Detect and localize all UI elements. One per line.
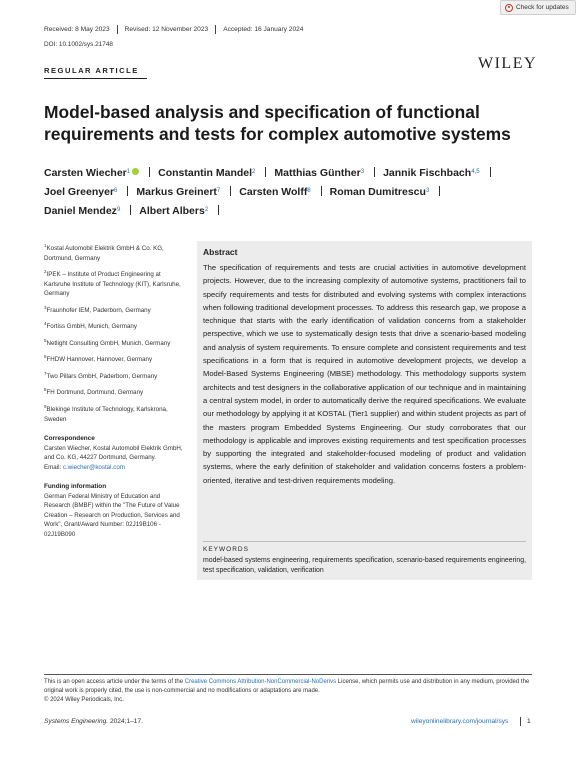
journal-volume: 2024;1–17. [108, 718, 143, 725]
author-divider [265, 167, 266, 177]
author-label: Jannik Fischbach [383, 167, 472, 179]
affiliation-text: Blekinge Institute of Technology, Karlskrona, Sweden [44, 406, 168, 423]
affiliation-number: 5 [44, 337, 47, 343]
affiliation-text: Fortiss GmbH, Munich, Germany [46, 323, 137, 331]
affiliation-number: 6 [44, 354, 47, 360]
license-link[interactable]: Creative Commons Attribution-NonCommercial-NoDerivs [184, 679, 337, 685]
affiliation-item [44, 369, 186, 382]
author-list [44, 164, 544, 221]
author-affiliation-mark: 3 [360, 169, 365, 175]
author-divider [218, 205, 219, 215]
email-link[interactable]: c.wiecher@kostal.com [62, 463, 125, 471]
affiliation-item [44, 303, 186, 316]
author-divider [490, 167, 491, 177]
affiliation-item [44, 402, 186, 424]
abstract-title: Abstract [203, 247, 238, 257]
author-label: Albert Albers [139, 205, 205, 217]
author-name[interactable] [330, 183, 430, 202]
correspondence-text: Carsten Wiecher, Kostal Automobil Elektrik GmbH, and Co. KG, 44227 Dortmund, Germany. [44, 444, 183, 462]
divider [117, 25, 118, 34]
author-divider [130, 205, 131, 215]
affiliation-item [44, 385, 186, 398]
affiliation-number: 9 [44, 404, 47, 409]
footer-rule [44, 674, 532, 675]
affiliation-text: FHDW Hannover, Hannover, Germany [46, 356, 153, 364]
affiliation-number: 8 [44, 387, 47, 393]
author-label: Carsten Wiecher [44, 167, 127, 179]
author-label: Carsten Wolff [239, 186, 308, 198]
doi: DOI: 10.1002/sys.21748 [44, 41, 113, 48]
author-label: Constantin Mandel [158, 167, 253, 179]
affiliation-item [44, 267, 186, 299]
revised-date: Revised: 12 November 2023 [124, 26, 209, 33]
author-affiliation-mark: 3 [425, 188, 430, 194]
affiliation-text: Fraunhofer IEM, Paderborn, Germany [46, 306, 151, 314]
affiliation-list [44, 241, 186, 424]
author-divider [127, 186, 128, 196]
affiliation-number: 3 [44, 304, 47, 310]
author-affiliation-mark: 7 [216, 188, 221, 194]
author-label: Matthias Günther [274, 167, 361, 179]
author-label: Joel Greenyer [44, 186, 115, 198]
copyright: © 2024 Wiley Periodicals, Inc. [44, 697, 124, 703]
author-affiliation-mark: 4,5 [471, 169, 480, 175]
abstract-text: The specification of requirements and tests are crucial activities in automotive development projects. However, due to the increasing complexity of automotive systems, practitioners fail to specify requirements and tests for distributed and evolving systems with complex interactions when following traditional development processes. To address this research gap, we propose a technique that starts with the early identification of validation concerns from a stakeholder perspective, which we use to systematically design tests that drive a scenario-based modeling and analysis of system requirements. To ensure complete and consistent requirements and test specifications in a form that is required in automotive development projects, we develop a Model-Based Systems Engineering (MBSE) methodology. This methodology supports system architects and test designers in the collaborative application of our technique and in maintaining a central system model, in order to automatically derive the required specifications. We evaluate our methodology by applying it at KOSTAL (Tier1 supplier) and within student projects as part of the masters program Embedded Systems Engineering. Our study corroborates that our methodology is applicable and improves existing requirements and test specification processes by supporting the integrated and stakeholder-focused modeling of product and validation systems, where the early definition of stakeholder and validation concerns fosters a problem-oriented, iterative and test-driven requirements modeling. [203, 263, 526, 485]
author-name[interactable] [158, 164, 255, 183]
journal-site-link[interactable]: wileyonlinelibrary.com/journal/sys [411, 718, 509, 725]
publisher-logo: WILEY [478, 55, 538, 72]
received-date: Received: 8 May 2023 [44, 26, 110, 33]
keywords-rule [203, 541, 526, 542]
section-rule [44, 78, 147, 79]
author-label: Markus Greinert [136, 186, 217, 198]
author-divider [321, 186, 322, 196]
author-affiliation-mark: 1 [126, 169, 131, 175]
check-updates-label: Check for updates [516, 4, 569, 11]
article-title: Model-based analysis and specification of functional requirements and tests for complex automotive systems [44, 102, 511, 144]
funding-text: German Federal Ministry of Education and Research (BMBF) within the "The Future of Value Creation – Research on Production, Services and Work", Grant/Award Number: 02J19B106 - 02J19B090 [44, 492, 180, 538]
author-name[interactable] [139, 202, 208, 221]
license-notice [44, 678, 532, 705]
article-dates [44, 25, 303, 34]
affiliation-text: Kostal Automobil Elektrik GmbH & Co. KG, Dortmund, Germany [44, 245, 164, 262]
author-affiliation-mark: 2 [252, 169, 256, 175]
orcid-icon[interactable] [132, 168, 139, 175]
email-label: Email: [44, 463, 63, 471]
author-affiliation-mark: 9 [116, 207, 121, 213]
affiliation-item [44, 336, 186, 349]
funding-title: Funding information [44, 483, 107, 491]
accepted-date: Accepted: 16 January 2024 [223, 26, 304, 33]
affiliation-number: 2 [44, 269, 47, 275]
crossmark-icon [505, 4, 513, 12]
journal-name: Systems Engineering. [44, 718, 109, 725]
metadata-column [44, 241, 186, 539]
author-divider [230, 186, 231, 196]
page-number: 1 [527, 718, 531, 725]
license-pre: This is an open access article under the terms of the [44, 679, 185, 685]
affiliation-text: IPEK – Institute of Product Engineering at Karlsruhe Institute of Technology (KIT), Karlsruhe, Germany [44, 271, 181, 298]
affiliation-text: Netlight Consulting GmbH, Munich, Germany [46, 339, 171, 347]
author-label: Daniel Mendez [44, 205, 117, 217]
keywords-title: KEYWORDS [203, 546, 249, 553]
author-name[interactable] [239, 183, 310, 202]
author-name[interactable] [136, 183, 220, 202]
keywords-text: model-based systems engineering, requirements specification, scenario-based requirements engineering, test specification, validation, verification [203, 557, 526, 574]
author-name[interactable] [44, 164, 139, 183]
affiliation-item [44, 319, 186, 332]
affiliation-item [44, 352, 186, 365]
license-post: License, which permits use and distribution in any medium, provided the original work is properly cited, the use is non-commercial and no modifications or adaptations are made. [44, 679, 530, 694]
affiliation-number: 7 [44, 370, 47, 376]
author-label: Roman Dumitrescu [329, 186, 426, 198]
affiliation-number: 4 [44, 321, 47, 327]
affiliation-number: 1 [44, 243, 47, 248]
divider [520, 717, 521, 726]
author-divider [439, 186, 440, 196]
author-affiliation-mark: 2 [204, 207, 209, 213]
author-name[interactable] [274, 164, 364, 183]
correspondence-title: Correspondence [44, 435, 95, 443]
author-affiliation-mark: 8 [307, 188, 311, 194]
author-name[interactable] [383, 164, 479, 183]
divider [215, 25, 216, 34]
journal-citation [44, 718, 143, 725]
section-label: REGULAR ARTICLE [44, 66, 139, 75]
affiliation-item [44, 241, 186, 263]
affiliation-text: FH Dortmund, Dortmund, Germany [46, 389, 144, 397]
author-name[interactable] [44, 202, 120, 221]
author-affiliation-mark: 6 [114, 188, 118, 194]
check-updates-button[interactable] [500, 0, 576, 15]
correspondence-email [44, 463, 186, 473]
author-name[interactable] [44, 183, 117, 202]
affiliation-text: Two Pillars GmbH, Paderborn, Germany [46, 372, 158, 380]
author-divider [374, 167, 375, 177]
author-divider [149, 167, 150, 177]
